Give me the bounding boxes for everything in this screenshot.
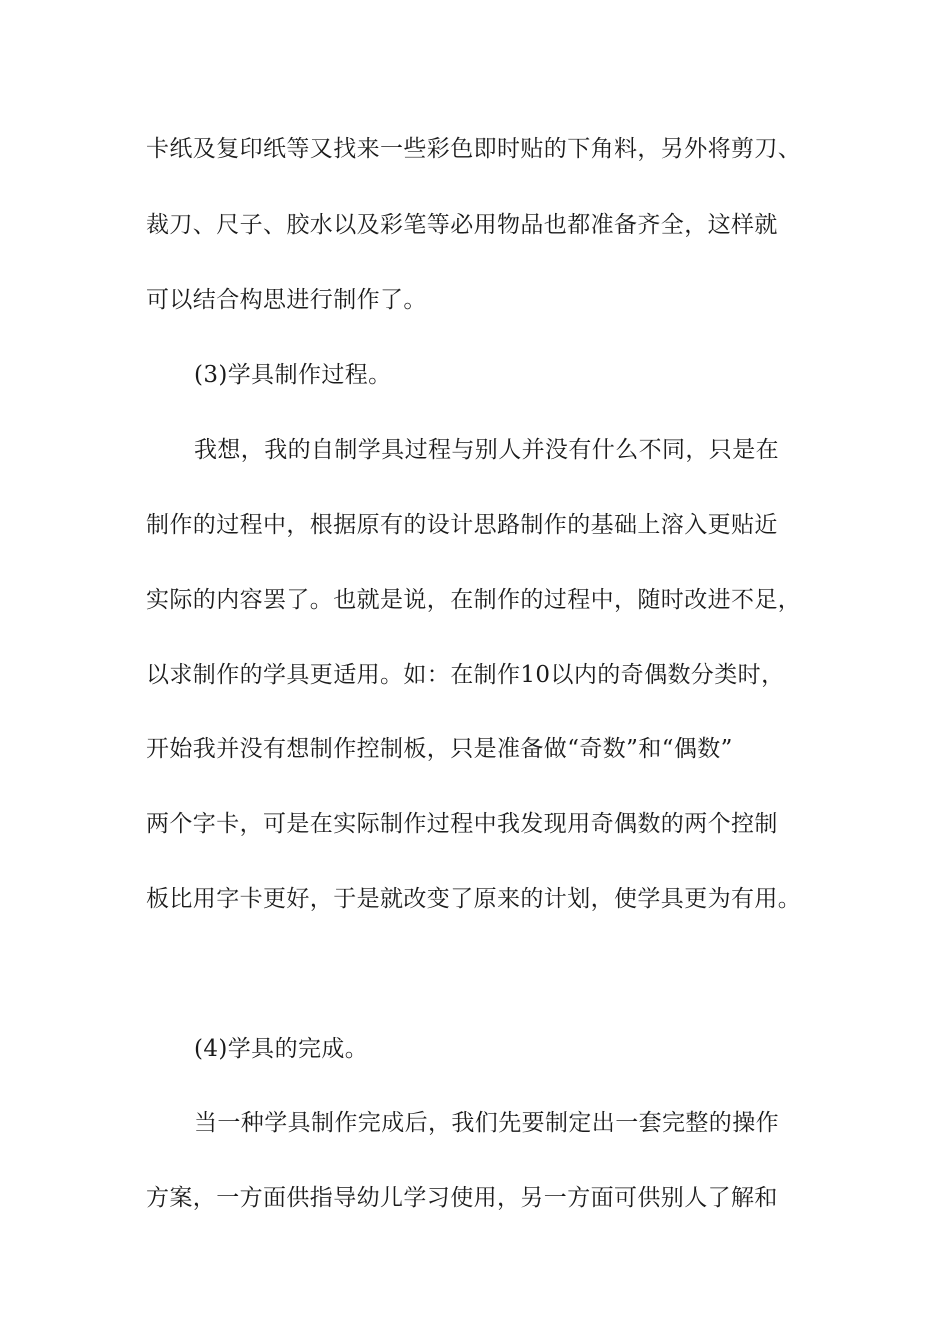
section-heading-3: (3)学具制作过程。	[194, 362, 392, 388]
text-line-10: 两个字卡，可是在实际制作过程中我发现用奇偶数的两个控制	[146, 811, 778, 837]
text-line-5: 我想，我的自制学具过程与别人并没有什么不同，只是在	[194, 437, 779, 463]
text-line-2: 裁刀、尺子、胶水以及彩笔等必用物品也都准备齐全，这样就	[146, 212, 778, 238]
text-line-13: 当一种学具制作完成后，我们先要制定出一套完整的操作	[194, 1110, 779, 1136]
text-line-8: 以求制作的学具更适用。如：在制作10以内的奇偶数分类时，	[146, 662, 785, 688]
text-line-11: 板比用字卡更好，于是就改变了原来的计划，使学具更为有用。	[146, 886, 802, 912]
text-line-9: 开始我并没有想制作控制板，只是准备做“奇数”和“偶数”	[146, 736, 733, 762]
text-line-7: 实际的内容罢了。也就是说，在制作的过程中，随时改进不足，	[146, 587, 802, 613]
text-line-6: 制作的过程中，根据原有的设计思路制作的基础上溶入更贴近	[146, 512, 778, 538]
text-line-14: 方案，一方面供指导幼儿学习使用，另一方面可供别人了解和	[146, 1185, 778, 1211]
section-heading-4: (4)学具的完成。	[194, 1036, 369, 1062]
text-line-3: 可以结合构思进行制作了。	[146, 287, 427, 313]
text-line-1: 卡纸及复印纸等又找来一些彩色即时贴的下角料，另外将剪刀、	[146, 136, 802, 162]
